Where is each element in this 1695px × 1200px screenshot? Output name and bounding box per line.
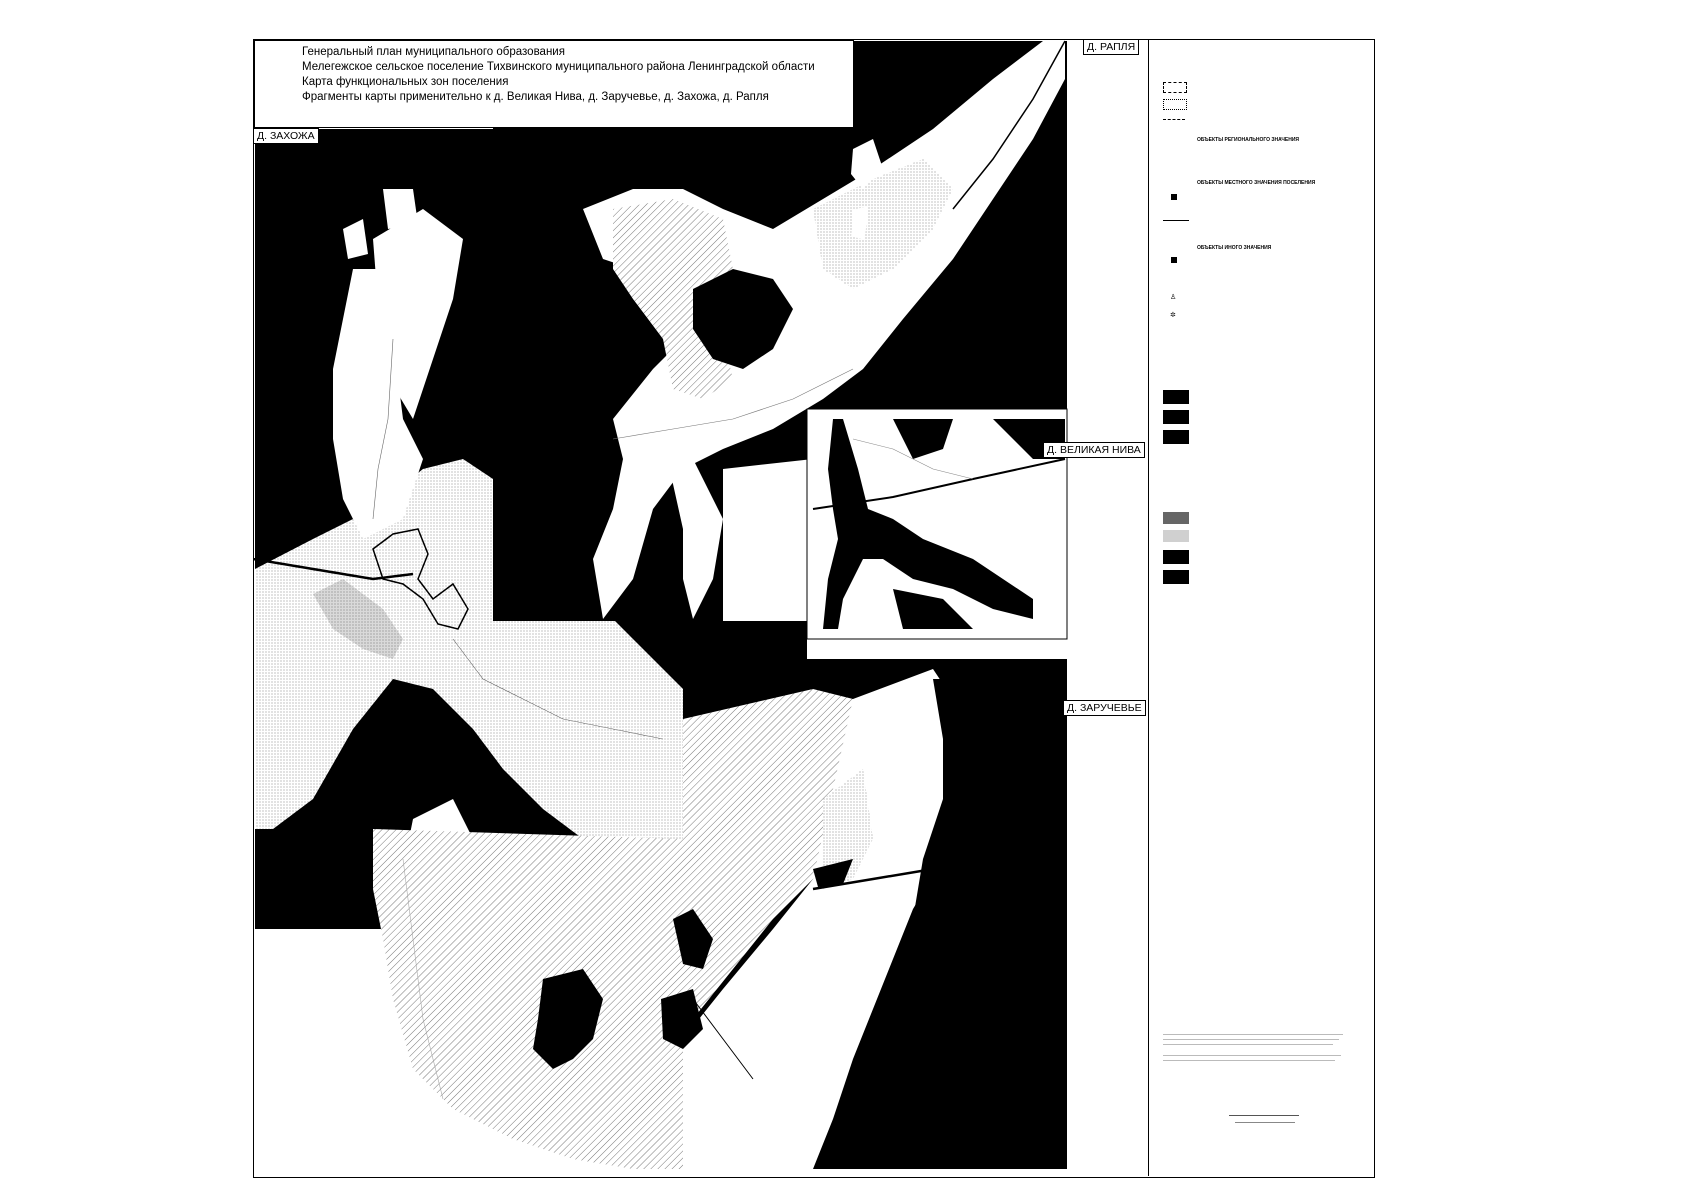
zone-recreation-symbol <box>1163 512 1189 524</box>
zone-engineering-symbol <box>1163 410 1189 424</box>
label-zaruchevye: Д. ЗАРУЧЕВЬЕ <box>1063 700 1146 716</box>
label-velikaya-niva: Д. ВЕЛИКАЯ НИВА <box>1043 442 1145 458</box>
boundary-settlement-symbol <box>1163 119 1185 120</box>
plan-subtitle: Мелегежское сельское поселение Тихвинского муниципального района Ленинградской области <box>302 61 815 73</box>
title-block <box>254 40 854 128</box>
scale-label <box>1235 1122 1295 1123</box>
legend-heading-regional: ОБЪЕКТЫ РЕГИОНАЛЬНОГО ЗНАЧЕНИЯ <box>1197 137 1300 143</box>
map-title: Карта функциональных зон поселения <box>302 76 509 88</box>
other-object-symbol <box>1171 257 1177 263</box>
legend-heading-local: ОБЪЕКТЫ МЕСТНОГО ЗНАЧЕНИЯ ПОСЕЛЕНИЯ <box>1197 180 1316 186</box>
zone-transport-symbol <box>1163 430 1189 444</box>
road-symbol <box>1163 220 1189 221</box>
label-rapla: Д. РАПЛЯ <box>1083 39 1139 55</box>
church-icon: ♙ <box>1170 294 1177 301</box>
zone-public-symbol <box>1163 390 1189 404</box>
zone-forest-symbol <box>1163 530 1189 542</box>
plan-title: Генеральный план муниципального образования <box>302 46 565 58</box>
zone-special-symbol <box>1163 570 1189 584</box>
zone-water-symbol <box>1163 550 1189 564</box>
fragment-velikaya-niva <box>807 409 1067 639</box>
legend-heading-other: ОБЪЕКТЫ ИНОГО ЗНАЧЕНИЯ <box>1197 245 1272 251</box>
monument-icon: ✲ <box>1170 312 1176 319</box>
boundary-rf-symbol <box>1163 82 1187 93</box>
label-zakhozha: Д. ЗАХОЖА <box>253 128 319 144</box>
local-object-symbol <box>1171 194 1177 200</box>
legend-notes-block <box>1163 1030 1353 1090</box>
fragments-title: Фрагменты карты применительно к д. Великая Нива, д. Заручевье, д. Захожа, д. Рапля <box>302 91 769 103</box>
map-legend <box>1148 40 1373 1176</box>
scale-bar <box>1229 1115 1299 1116</box>
boundary-region-symbol <box>1163 99 1187 110</box>
